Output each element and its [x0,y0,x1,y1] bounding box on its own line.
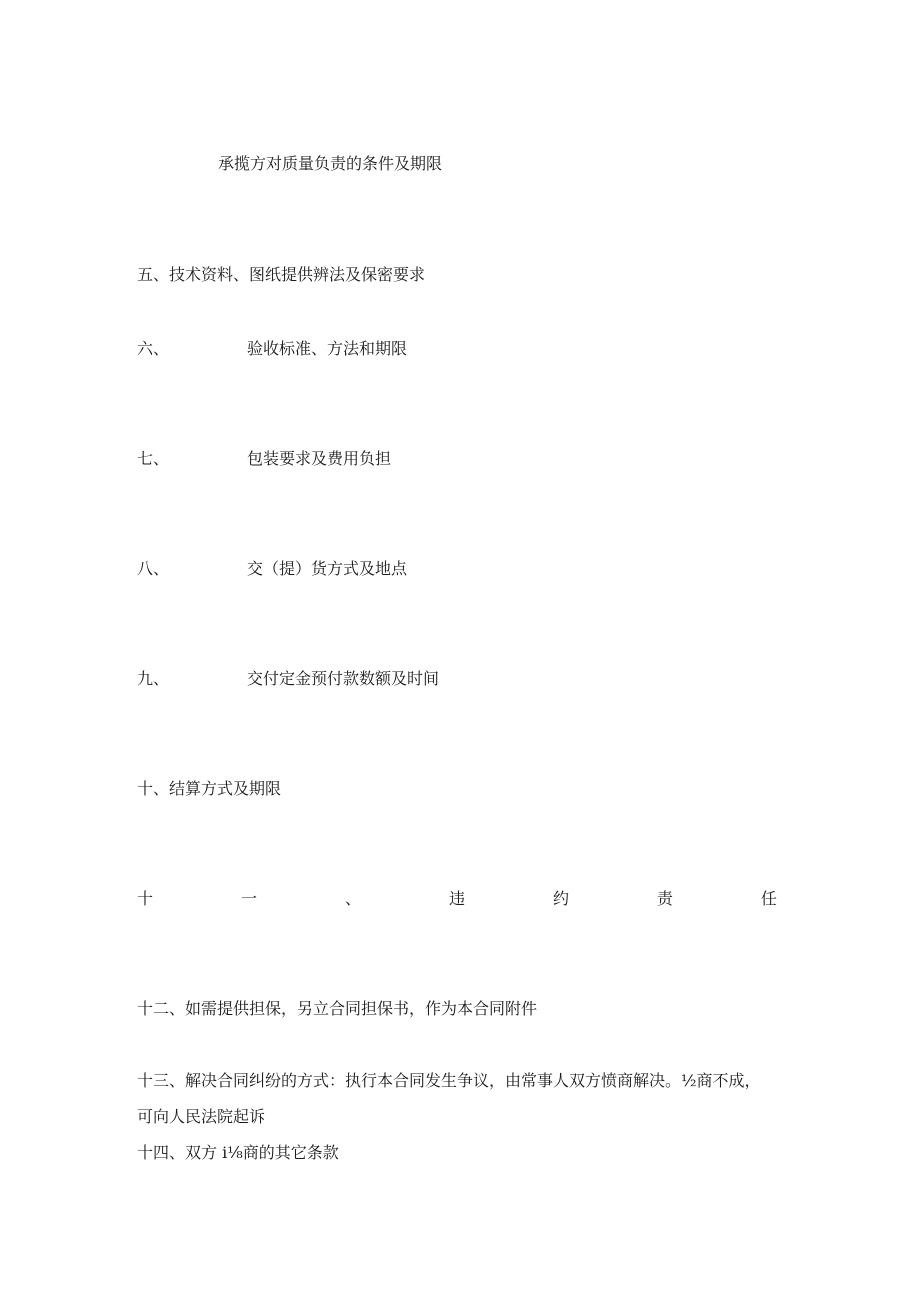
item-14: 十四、双方 i⅛商的其它条款 [137,1143,339,1162]
item-8-text: 交（提）货方式及地点 [247,559,408,578]
item-10: 十、结算方式及期限 [137,779,282,798]
item-13-line-1: 十三、解决合同纠纷的方式：执行本合同发生争议，由常事人双方愤商解决。½商不成， [137,1071,761,1090]
item-7-text: 包装要求及费用负担 [247,449,392,468]
item-7-number: 七、 [137,449,170,468]
item-11-char: 任 [760,889,777,908]
item-11-char: 十 [137,889,154,908]
item-5: 五、技术资料、图纸提供辨法及保密要求 [137,265,426,284]
item-11-char: 、 [344,889,361,908]
item-9-text: 交付定金预付款数额及时间 [247,669,440,688]
item-8-number: 八、 [137,559,170,578]
item-11 [137,889,777,909]
item-13-line-2: 可向人民法院起诉 [137,1107,266,1126]
item-11-char: 违 [448,889,465,908]
item-6-number: 六、 [137,339,170,358]
item-6-text: 验收标准、方法和期限 [247,339,408,358]
item-12: 十二、如需提供担保，另立合同担保书，作为本合同附件 [137,999,538,1018]
item-9-number: 九、 [137,669,170,688]
item-11-char: 约 [552,889,569,908]
item-11-char: 一 [240,889,257,908]
item-11-char: 责 [656,889,673,908]
quality-clause-heading: 承揽方对质量负责的条件及期限 [218,154,443,173]
